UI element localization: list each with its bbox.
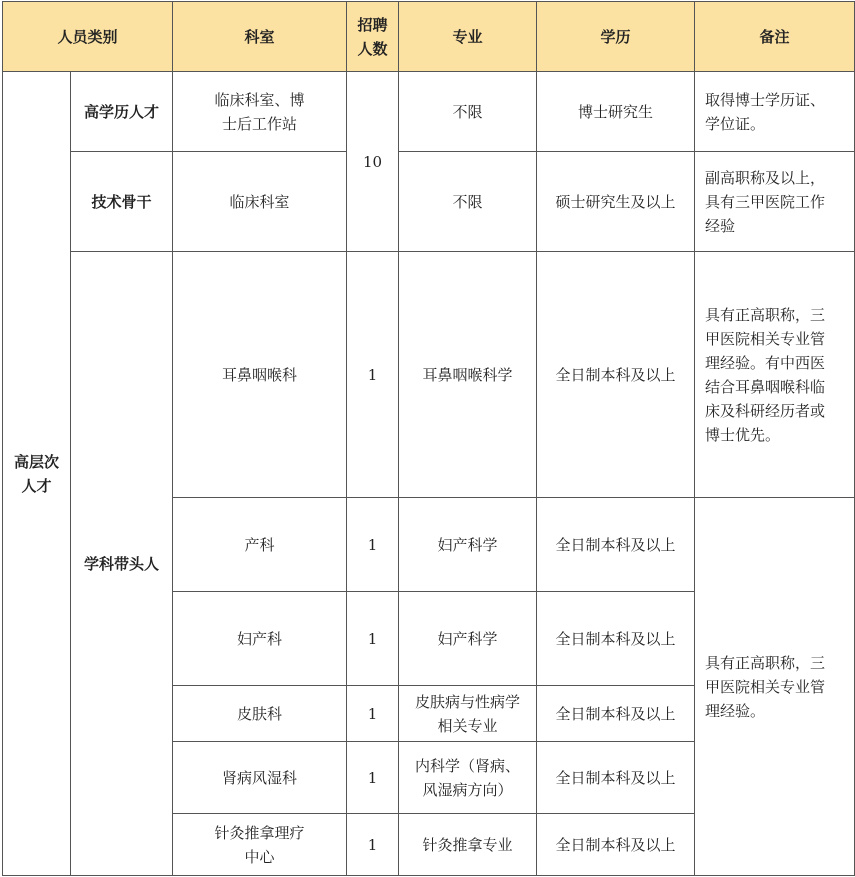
major-cell: 内科学（肾病、 风湿病方向）: [399, 742, 537, 814]
major-cell: 不限: [399, 72, 537, 152]
table-row-high-edu: [3, 72, 855, 152]
education-cell: 全日制本科及以上: [537, 742, 695, 814]
header-remarks: 备注: [695, 2, 855, 72]
department-cell: 妇产科: [173, 592, 347, 686]
education-cell: 硕士研究生及以上: [537, 152, 695, 252]
count-cell: 1: [347, 686, 399, 742]
header-count: 招聘 人数: [347, 2, 399, 72]
remarks-cell: 具有正高职称，三 甲医院相关专业管 理经验。有中西医 结合耳鼻咽喉科临 床及科研经历者或 博士优先。: [695, 252, 855, 498]
education-cell: 全日制本科及以上: [537, 252, 695, 498]
department-cell: 耳鼻咽喉科: [173, 252, 347, 498]
header-major: 专业: [399, 2, 537, 72]
education-cell: 博士研究生: [537, 72, 695, 152]
department-cell: 产科: [173, 498, 347, 592]
major-cell: 妇产科学: [399, 498, 537, 592]
header-category: 人员类别: [3, 2, 173, 72]
header-education: 学历: [537, 2, 695, 72]
education-cell: 全日制本科及以上: [537, 592, 695, 686]
table-row-ent: [3, 252, 855, 498]
header-row: [3, 2, 855, 72]
subcategory-tech: 技术骨干: [71, 152, 173, 252]
remarks-cell: 取得博士学历证、 学位证。: [695, 72, 855, 152]
major-cell: 耳鼻咽喉科学: [399, 252, 537, 498]
major-cell: 不限: [399, 152, 537, 252]
department-cell: 肾病风湿科: [173, 742, 347, 814]
remarks-cell-shared: 具有正高职称，三 甲医院相关专业管 理经验。: [695, 498, 855, 876]
recruitment-table: [2, 1, 855, 876]
group-label: 高层次 人才: [3, 72, 71, 876]
department-cell: 针灸推拿理疗 中心: [173, 814, 347, 876]
table-row-tech: [3, 152, 855, 252]
count-cell: 1: [347, 742, 399, 814]
department-cell: 临床科室: [173, 152, 347, 252]
major-cell: 皮肤病与性病学 相关专业: [399, 686, 537, 742]
header-department: 科室: [173, 2, 347, 72]
education-cell: 全日制本科及以上: [537, 498, 695, 592]
department-cell: 皮肤科: [173, 686, 347, 742]
subcategory-high-edu: 高学历人才: [71, 72, 173, 152]
remarks-cell: 副高职称及以上， 具有三甲医院工作 经验: [695, 152, 855, 252]
major-cell: 妇产科学: [399, 592, 537, 686]
subcategory-leader: 学科带头人: [71, 252, 173, 876]
education-cell: 全日制本科及以上: [537, 686, 695, 742]
count-cell: 1: [347, 252, 399, 498]
count-cell: 1: [347, 814, 399, 876]
education-cell: 全日制本科及以上: [537, 814, 695, 876]
department-cell: 临床科室、博 士后工作站: [173, 72, 347, 152]
count-cell-shared: 10: [347, 72, 399, 252]
count-cell: 1: [347, 592, 399, 686]
count-cell: 1: [347, 498, 399, 592]
major-cell: 针灸推拿专业: [399, 814, 537, 876]
